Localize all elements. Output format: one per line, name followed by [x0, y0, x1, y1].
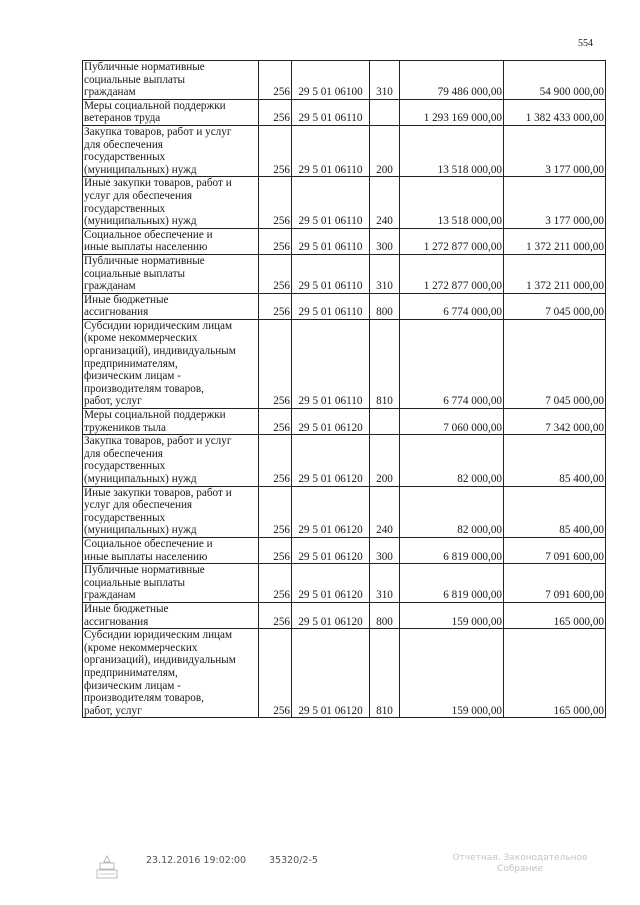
table-row [83, 254, 606, 293]
expense-type-cell: 810 [370, 629, 400, 718]
admin-code-cell: 256 [259, 629, 292, 718]
admin-code-cell: 256 [259, 319, 292, 408]
target-article-cell: 29 5 01 06120 [292, 409, 370, 435]
amount-year1-cell: 13 518 000,00 [400, 125, 504, 176]
amount-year2-cell: 7 091 600,00 [504, 537, 606, 563]
expense-name-cell: Закупка товаров, работ и услуг для обеспечения государственных (муниципальных) нужд [83, 125, 259, 176]
amount-year2-cell: 165 000,00 [504, 629, 606, 718]
amount-year2-cell: 54 900 000,00 [504, 61, 606, 100]
expense-name-cell: Иные бюджетные ассигнования [83, 602, 259, 628]
target-article-cell: 29 5 01 06110 [292, 228, 370, 254]
admin-code-cell: 256 [259, 564, 292, 603]
expense-type-cell: 300 [370, 537, 400, 563]
expense-type-cell: 810 [370, 319, 400, 408]
table-row [83, 177, 606, 228]
amount-year2-cell: 165 000,00 [504, 602, 606, 628]
watermark-line-1: Отчетная. Законодательное [452, 853, 588, 863]
target-article-cell: 29 5 01 06120 [292, 602, 370, 628]
target-article-cell: 29 5 01 06110 [292, 125, 370, 176]
table-row [83, 435, 606, 486]
amount-year1-cell: 6 774 000,00 [400, 319, 504, 408]
amount-year1-cell: 13 518 000,00 [400, 177, 504, 228]
table-row [83, 602, 606, 628]
amount-year2-cell: 85 400,00 [504, 486, 606, 537]
expense-type-cell: 310 [370, 254, 400, 293]
amount-year2-cell: 7 342 000,00 [504, 409, 606, 435]
amount-year2-cell: 1 372 211 000,00 [504, 228, 606, 254]
target-article-cell: 29 5 01 06120 [292, 486, 370, 537]
target-article-cell: 29 5 01 06110 [292, 254, 370, 293]
table-row [83, 228, 606, 254]
expense-name-cell: Субсидии юридическим лицам (кроме некоммерческих организаций), индивидуальным предпринимателям, физическим лицам - производителям товаров, работ, услуг [83, 319, 259, 408]
expense-name-cell: Иные закупки товаров, работ и услуг для обеспечения государственных (муниципальных) нужд [83, 486, 259, 537]
expense-name-cell: Меры социальной поддержки тружеников тыла [83, 409, 259, 435]
page-footer [0, 851, 640, 891]
expense-name-cell: Иные бюджетные ассигнования [83, 293, 259, 319]
amount-year1-cell: 7 060 000,00 [400, 409, 504, 435]
footer-date: 23.12.2016 19:02:00 [146, 855, 247, 866]
amount-year1-cell: 6 774 000,00 [400, 293, 504, 319]
table-row [83, 629, 606, 718]
expense-name-cell: Публичные нормативные социальные выплаты гражданам [83, 61, 259, 100]
admin-code-cell: 256 [259, 99, 292, 125]
amount-year2-cell: 7 045 000,00 [504, 319, 606, 408]
admin-code-cell: 256 [259, 61, 292, 100]
admin-code-cell: 256 [259, 537, 292, 563]
expense-name-cell: Субсидии юридическим лицам (кроме некоммерческих организаций), индивидуальным предпринимателям, физическим лицам - производителям товаров, работ, услуг [83, 629, 259, 718]
target-article-cell: 29 5 01 06120 [292, 564, 370, 603]
table-row [83, 99, 606, 125]
admin-code-cell: 256 [259, 486, 292, 537]
target-article-cell: 29 5 01 06120 [292, 537, 370, 563]
target-article-cell: 29 5 01 06100 [292, 61, 370, 100]
target-article-cell: 29 5 01 06120 [292, 629, 370, 718]
expense-name-cell: Публичные нормативные социальные выплаты гражданам [83, 254, 259, 293]
table-row [83, 125, 606, 176]
expense-name-cell: Закупка товаров, работ и услуг для обеспечения государственных (муниципальных) нужд [83, 435, 259, 486]
expense-type-cell: 310 [370, 564, 400, 603]
table-row [83, 319, 606, 408]
amount-year2-cell: 3 177 000,00 [504, 177, 606, 228]
amount-year2-cell: 85 400,00 [504, 435, 606, 486]
expense-name-cell: Социальное обеспечение и иные выплаты населению [83, 228, 259, 254]
target-article-cell: 29 5 01 06110 [292, 293, 370, 319]
admin-code-cell: 256 [259, 435, 292, 486]
table-row [83, 293, 606, 319]
expense-name-cell: Социальное обеспечение и иные выплаты населению [83, 537, 259, 563]
expense-type-cell: 800 [370, 293, 400, 319]
amount-year1-cell: 1 293 169 000,00 [400, 99, 504, 125]
table-row [83, 61, 606, 100]
expense-type-cell: 310 [370, 61, 400, 100]
budget-table-body [83, 61, 606, 718]
amount-year1-cell: 82 000,00 [400, 486, 504, 537]
admin-code-cell: 256 [259, 293, 292, 319]
table-row [83, 409, 606, 435]
target-article-cell: 29 5 01 06110 [292, 319, 370, 408]
watermark-line-2: Собрание [497, 864, 543, 874]
amount-year2-cell: 3 177 000,00 [504, 125, 606, 176]
amount-year1-cell: 82 000,00 [400, 435, 504, 486]
amount-year2-cell: 1 372 211 000,00 [504, 254, 606, 293]
expense-type-cell: 300 [370, 228, 400, 254]
amount-year1-cell: 1 272 877 000,00 [400, 254, 504, 293]
amount-year1-cell: 6 819 000,00 [400, 537, 504, 563]
amount-year1-cell: 1 272 877 000,00 [400, 228, 504, 254]
target-article-cell: 29 5 01 06110 [292, 177, 370, 228]
admin-code-cell: 256 [259, 409, 292, 435]
amount-year1-cell: 6 819 000,00 [400, 564, 504, 603]
stamp-icon [94, 853, 120, 883]
table-row [83, 486, 606, 537]
footer-watermark [440, 853, 600, 875]
expense-type-cell: 200 [370, 125, 400, 176]
admin-code-cell: 256 [259, 602, 292, 628]
expense-type-cell: 800 [370, 602, 400, 628]
expense-type-cell [370, 99, 400, 125]
expense-type-cell: 240 [370, 486, 400, 537]
expense-type-cell [370, 409, 400, 435]
admin-code-cell: 256 [259, 125, 292, 176]
amount-year2-cell: 7 045 000,00 [504, 293, 606, 319]
admin-code-cell: 256 [259, 228, 292, 254]
amount-year1-cell: 159 000,00 [400, 629, 504, 718]
footer-doc-number: 35320/2-5 [269, 855, 318, 866]
table-row [83, 537, 606, 563]
amount-year2-cell: 7 091 600,00 [504, 564, 606, 603]
budget-table [82, 60, 606, 718]
expense-name-cell: Иные закупки товаров, работ и услуг для обеспечения государственных (муниципальных) нужд [83, 177, 259, 228]
table-row [83, 564, 606, 603]
admin-code-cell: 256 [259, 254, 292, 293]
target-article-cell: 29 5 01 06120 [292, 435, 370, 486]
target-article-cell: 29 5 01 06110 [292, 99, 370, 125]
amount-year1-cell: 79 486 000,00 [400, 61, 504, 100]
expense-type-cell: 200 [370, 435, 400, 486]
admin-code-cell: 256 [259, 177, 292, 228]
amount-year2-cell: 1 382 433 000,00 [504, 99, 606, 125]
expense-name-cell: Меры социальной поддержки ветеранов труда [83, 99, 259, 125]
expense-name-cell: Публичные нормативные социальные выплаты гражданам [83, 564, 259, 603]
expense-type-cell: 240 [370, 177, 400, 228]
page-number: 554 [578, 38, 593, 49]
amount-year1-cell: 159 000,00 [400, 602, 504, 628]
